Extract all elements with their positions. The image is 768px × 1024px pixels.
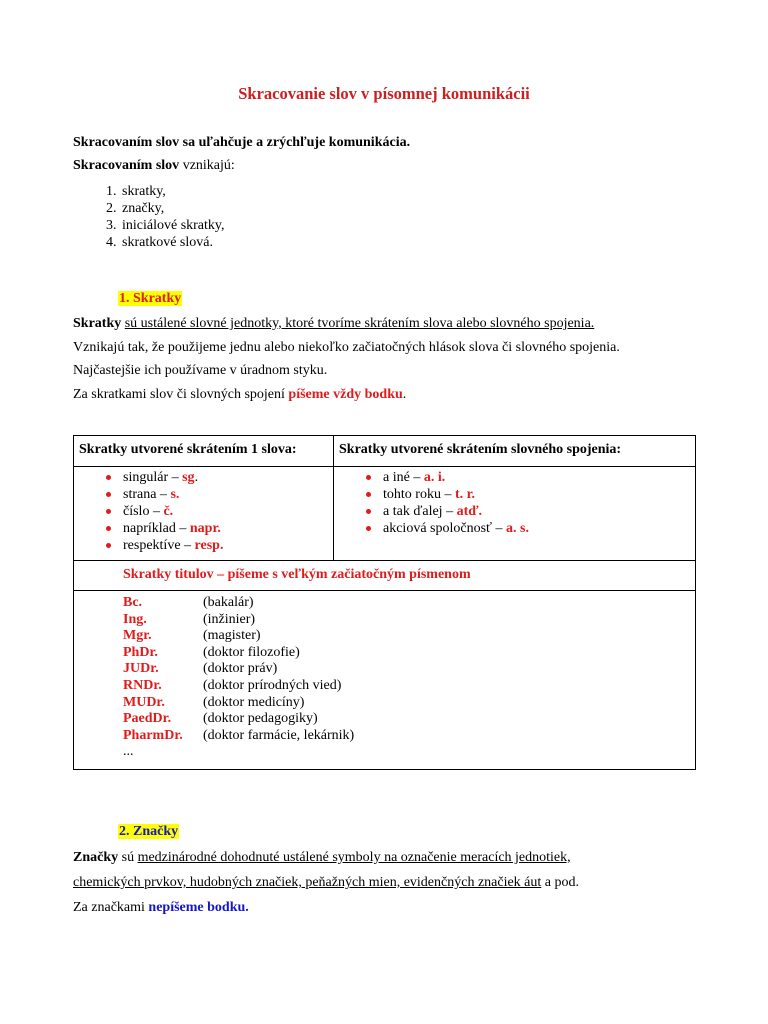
section-1-p4-pre: Za skratkami slov či slovných spojení (73, 387, 289, 402)
list-item: a tak ďalej – atď. (383, 503, 690, 520)
list-item: akciová spoločnosť – a. s. (383, 520, 690, 537)
title-row: MUDr. (doktor medicíny) (123, 694, 305, 710)
phrase-list (339, 469, 690, 537)
phrase-cell (334, 467, 696, 561)
intro-list-item: 2. značky, (120, 200, 225, 217)
section-1-p4-highlight: píšeme vždy bodku (288, 387, 403, 402)
abbreviations-table (73, 435, 696, 770)
list-item: a iné – a. i. (383, 469, 690, 486)
titles-ellipsis: ... (123, 744, 134, 760)
list-item: singulár – sg. (123, 469, 328, 486)
title-row: Bc. (bakalár) (123, 595, 254, 610)
section-1-paragraph-2: Vznikajú tak, že použijeme jednu alebo niekoľko začiatočných hlások slova či slovného spojenia. (73, 340, 620, 355)
section-1-definition: sú ustálené slovné jednotky, ktoré tvoríme skrátením slova alebo slovného spojenia. (124, 316, 595, 331)
titles-heading: Skratky titulov – píšeme s veľkým začiatočným písmenom (123, 567, 471, 582)
section-1-paragraph-4 (73, 386, 406, 403)
title-row: PhDr. (doktor filozofie) (123, 644, 300, 660)
title-row: RNDr. (doktor prírodných vied) (123, 677, 342, 693)
table-header-single-word: Skratky utvorené skrátením 1 slova: (74, 436, 334, 467)
table-header-phrase: Skratky utvorené skrátením slovného spojenia: (334, 436, 696, 467)
section-2-paragraph-2: chemických prvkov, hudobných značiek, peňažných mien, evidenčných značiek áut a pod. (73, 875, 580, 890)
intro-list (76, 183, 225, 251)
intro-line-2 (73, 157, 235, 174)
list-item: napríklad – napr. (123, 520, 328, 537)
section-1-paragraph-1 (73, 315, 594, 332)
list-item: respektíve – resp. (123, 537, 328, 554)
section-2-term: Značky (73, 850, 119, 865)
document-title: Skracovanie slov v písomnej komunikácii (238, 84, 530, 103)
titles-list (79, 591, 690, 769)
title-row: Mgr. (magister) (123, 628, 261, 644)
list-item: tohto roku – t. r. (383, 486, 690, 503)
title-row: PaedDr. (doktor pedagogiky) (123, 711, 318, 727)
title-row: PharmDr. (doktor farmácie, lekárnik) (123, 727, 355, 743)
section-2-heading-text: 2. Značky (119, 824, 179, 839)
section-2-paragraph-1: Značky sú medzinárodné dohodnuté ustálené symboly na označenie meracích jednotiek, (73, 850, 571, 865)
section-2-highlight: nepíšeme bodku. (148, 900, 249, 915)
section-1-paragraph-3: Najčastejšie ich používame v úradnom styku. (73, 363, 328, 378)
intro-line-1: Skracovaním slov sa uľahčuje a zrýchľuje komunikácia. (73, 135, 411, 150)
single-word-list (79, 469, 328, 554)
list-item: strana – s. (123, 486, 328, 503)
section-1-p4-post: . (402, 387, 407, 402)
intro-list-item: 1. skratky, (120, 183, 225, 200)
section-1-heading (118, 290, 182, 307)
intro-line-2-bold: Skracovaním slov (73, 158, 180, 173)
titles-heading-cell (74, 561, 696, 591)
section-1-term: Skratky (73, 316, 122, 331)
section-2-definition: medzinárodné dohodnuté ustálené symboly na označenie meracích jednotiek, (137, 850, 571, 865)
titles-cell (74, 591, 696, 770)
section-1-heading-text: 1. Skratky (119, 291, 182, 306)
intro-list-item: 4. skratkové slová. (120, 234, 225, 251)
section-2-paragraph-3: Za značkami nepíšeme bodku. (73, 900, 249, 915)
single-word-cell (74, 467, 334, 561)
intro-line-2-rest: vznikajú: (179, 158, 235, 173)
title-row: JUDr. (doktor práv) (123, 661, 278, 677)
intro-list-item: 3. iniciálové skratky, (120, 217, 225, 234)
title-row: Ing. (inžinier) (123, 611, 256, 627)
section-2-definition-cont: chemických prvkov, hudobných značiek, peňažných mien, evidenčných značiek áut (73, 875, 542, 890)
section-2-heading (118, 823, 179, 840)
list-item: číslo – č. (123, 503, 328, 520)
